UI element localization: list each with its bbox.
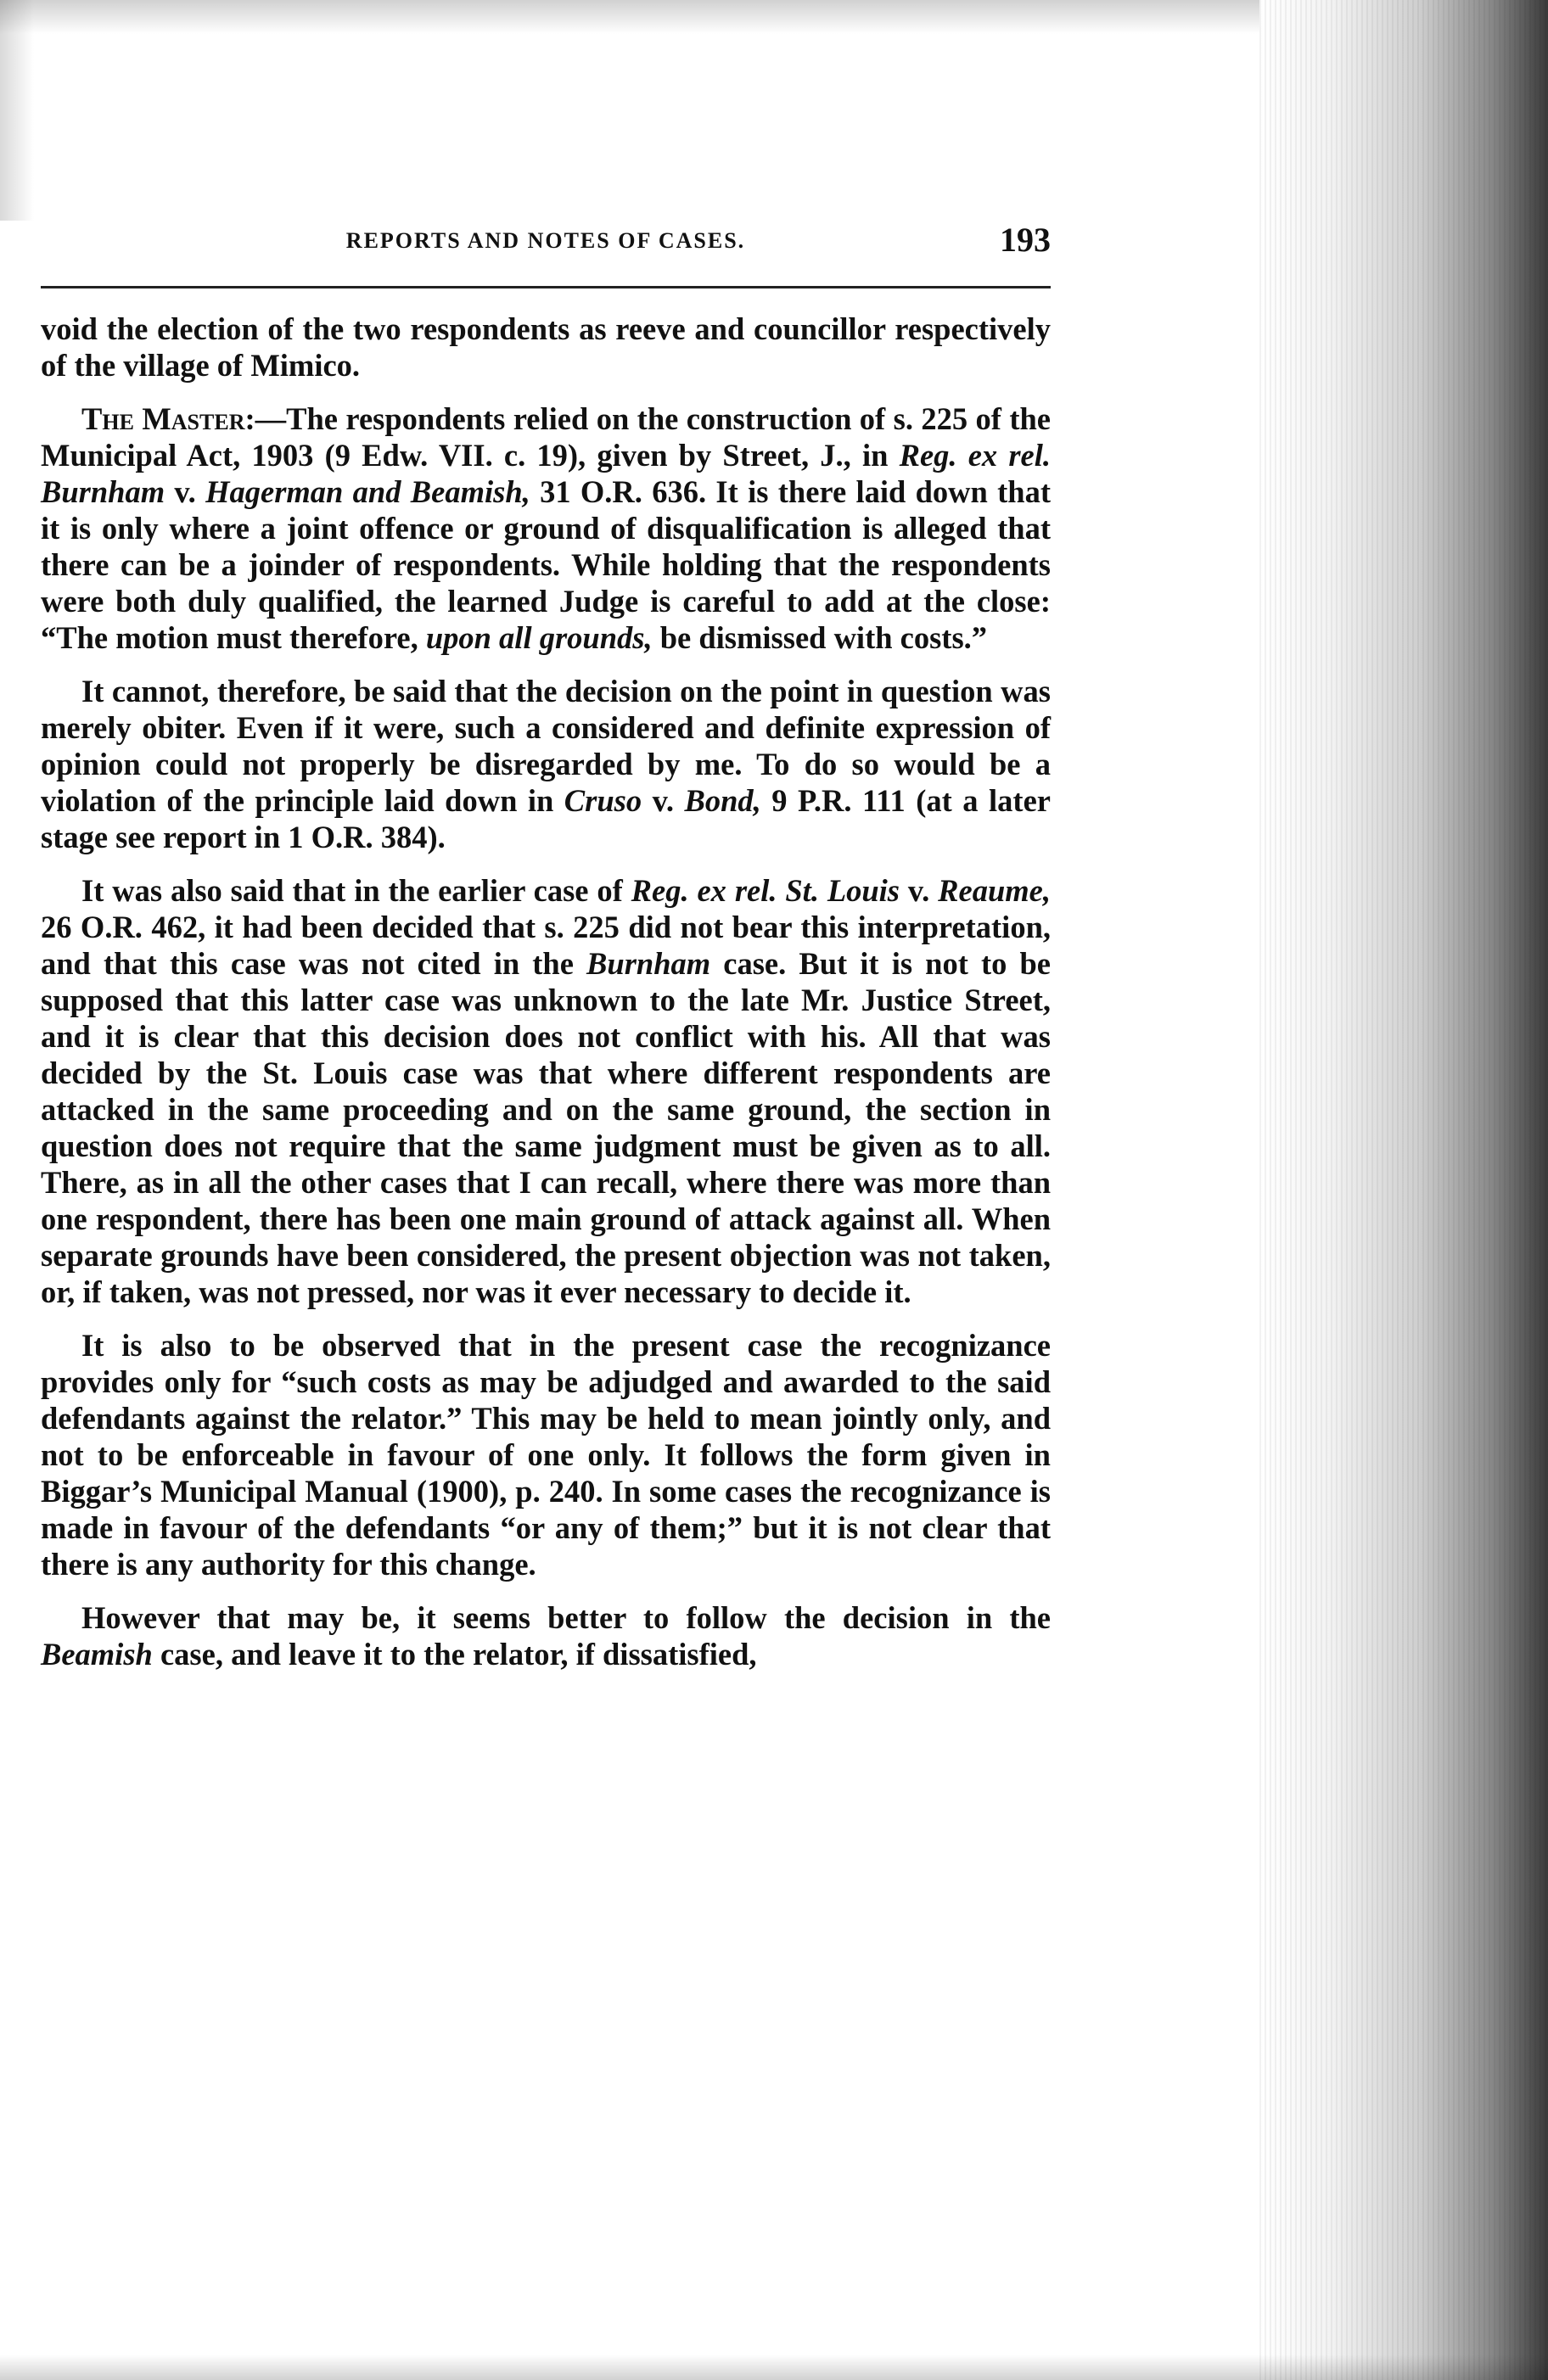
scan-shadow-bottom [0, 2355, 1548, 2380]
case-name: Burnham [586, 946, 711, 981]
scan-shadow-left [0, 0, 34, 221]
paragraph [41, 311, 1051, 384]
text-segment: void the election of the two respondents as reeve and councillor respectively of the village of Mimico. [41, 311, 1051, 383]
paragraph [41, 673, 1051, 855]
text-segment: It cannot, therefore, be said that the decision on the point in question was merely obiter. Even if it were, such a considered and definite expression of opinion could not properly be disregarded by me. To do so would be a violation of the principle laid down in [41, 674, 1051, 818]
case-name: Bond, [684, 783, 761, 818]
text-segment: case, and leave it to the relator, if dissatisfied, [152, 1637, 757, 1672]
case-name: Reg. ex rel. St. Louis [631, 873, 900, 908]
text-segment: It is also to be observed that in the present case the recognizance provides only for “such costs as may be adjudged and awarded to the said defendants against the relator.” This may be held to mean jointly only, and not to be enforceable in favour of one only. It follows the form given in Biggar’s Municipal Manual (1900), p. 240. In some cases the recognizance is made in favour of the defendants “or any of them;” but it is not clear that there is any authority for this change. [41, 1328, 1051, 1582]
text-segment: v. [642, 783, 685, 818]
case-name: Reg. ex rel. Burnham [41, 438, 1052, 509]
text-segment: be dismissed with costs.” [652, 620, 988, 655]
page-number: 193 [1000, 221, 1051, 259]
text-segment: It was also said that in the earlier case of [81, 873, 631, 908]
text-segment: However that may be, it seems better to follow the decision in the [81, 1600, 1051, 1635]
running-head [41, 216, 1051, 264]
paragraph [41, 872, 1051, 1310]
book-binding-edge [1259, 0, 1548, 2380]
case-name: Beamish [41, 1637, 153, 1672]
paragraph [41, 400, 1051, 656]
text-segment: 31 O.R. 636. It is there laid down that it is only where a joint offence or ground of disqualification is alleged that there can be a joinder of respondents. While holding that the respondents were both duly qualified, the learned Judge is careful to add at the close: “The motion must therefore, [41, 474, 1052, 655]
case-name: Reaume, [938, 873, 1051, 908]
paragraph [41, 1599, 1051, 1672]
text-segment: v. [165, 474, 206, 509]
text-segment: 26 O.R. 462, it had been decided that s. 225 did not bear this interpretation, and that this case was not cited in the [41, 910, 1051, 981]
document-page [41, 216, 1051, 1689]
paragraph [41, 1327, 1051, 1582]
text-segment: case. But it is not to be supposed that this latter case was unknown to the late Mr. Justice Street, and it is clear that this decision does not conflict with his. All that was decided by the St. Louis case was that where different respondents are attacked in the same proceeding and on the same ground, the section in question does not require that the same judgment must be given as to all. There, as in all the other cases that I can recall, where there was more than one respondent, there has been one main ground of attack against all. When separate grounds have been considered, the present objection was not taken, or, if taken, was not pressed, nor was it ever necessary to decide it. [41, 946, 1051, 1309]
body-text [41, 311, 1051, 1672]
speaker-label: The Master [81, 401, 245, 436]
text-segment: v. [900, 873, 939, 908]
header-rule [41, 286, 1051, 288]
text-segment: 9 P.R. 111 (at a later stage see report in 1 O.R. 384). [41, 783, 1051, 854]
case-name: Hagerman and Beamish, [205, 474, 530, 509]
text-segment: :—The respondents relied on the construction of s. 225 of the Municipal Act, 1903 (9 Edw. VII. c. 19), given by Street, J., in [41, 401, 1051, 473]
running-title: REPORTS AND NOTES OF CASES. [345, 228, 746, 253]
emphasis: upon all grounds, [425, 620, 653, 655]
case-name: Cruso [564, 783, 642, 818]
